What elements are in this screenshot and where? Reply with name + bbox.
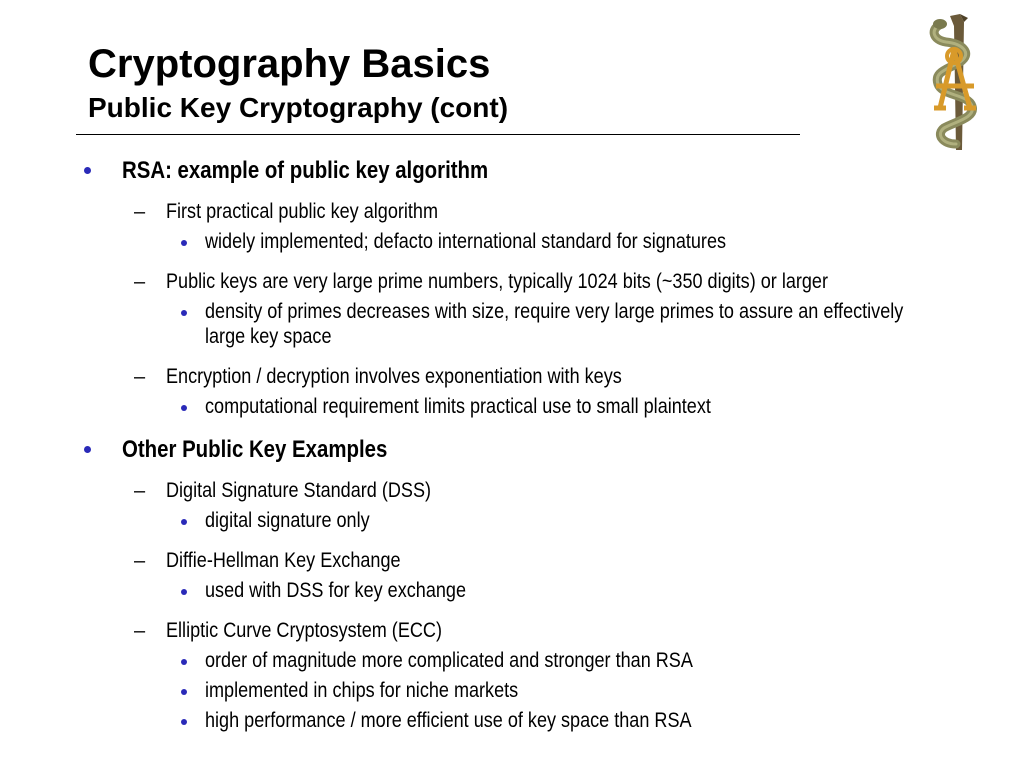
subitem-text: order of magnitude more complicated and stronger than RSA [205,649,693,672]
item-text: Elliptic Curve Cryptosystem (ECC) [166,619,442,642]
section-heading: RSA: example of public key algorithm [122,157,489,184]
bullet-icon [181,689,187,695]
subitem-text: used with DSS for key exchange [205,579,467,602]
bullet-icon [181,589,187,595]
bullet-icon [181,719,187,725]
subitem-text: widely implemented; defacto international standard for signatures [205,230,727,253]
dash-marker: – [134,480,146,502]
item-text: First practical public key algorithm [166,200,439,223]
level3-bullet-item [0,392,1024,422]
dash-marker: – [134,201,146,223]
level3-bullet-item [0,676,1024,706]
item-text: Digital Signature Standard (DSS) [166,479,432,502]
level3-bullet-item [0,706,1024,736]
level2-dash-item [0,362,1024,392]
subitem-text: density of primes decreases with size, require very large primes to assure an effectively large key space [205,300,904,348]
dash-marker: – [134,366,146,388]
level3-bullet-item [0,227,1024,257]
item-text: Diffie-Hellman Key Exchange [166,549,401,572]
dash-marker: – [134,550,146,572]
level1-bullet-item [0,432,1024,468]
level2-dash-item [0,546,1024,576]
bullet-icon [181,519,187,525]
subitem-text: high performance / more efficient use of key space than RSA [205,709,692,732]
subitem-text: implemented in chips for niche markets [205,679,519,702]
bullet-icon [84,167,91,174]
bullet-icon [181,240,187,246]
level1-bullet-item [0,153,1024,189]
level3-bullet-item [0,576,1024,606]
level2-dash-item [0,616,1024,646]
level3-bullet-item [0,646,1024,676]
slide-title: Cryptography Basics [88,42,491,86]
section-heading: Other Public Key Examples [122,436,388,463]
level2-dash-item [0,267,1024,297]
bullet-icon [181,659,187,665]
level2-dash-item [0,476,1024,506]
bullet-icon [181,405,187,411]
item-text: Encryption / decryption involves exponentiation with keys [166,365,622,388]
bullet-icon [181,310,187,316]
slide-subtitle: Public Key Cryptography (cont) [88,92,509,123]
title-divider [76,134,800,135]
dash-marker: – [134,271,146,293]
level3-bullet-item [0,506,1024,536]
subitem-text: computational requirement limits practical use to small plaintext [205,395,711,418]
caduceus-logo-icon [920,10,988,152]
item-text: Public keys are very large prime numbers, typically 1024 bits (~350 digits) or larger [166,270,828,293]
dash-marker: – [134,620,146,642]
content-outline [0,153,1024,736]
level3-bullet-item [0,297,1024,352]
subitem-text: digital signature only [205,509,370,532]
bullet-icon [84,446,91,453]
level2-dash-item [0,197,1024,227]
